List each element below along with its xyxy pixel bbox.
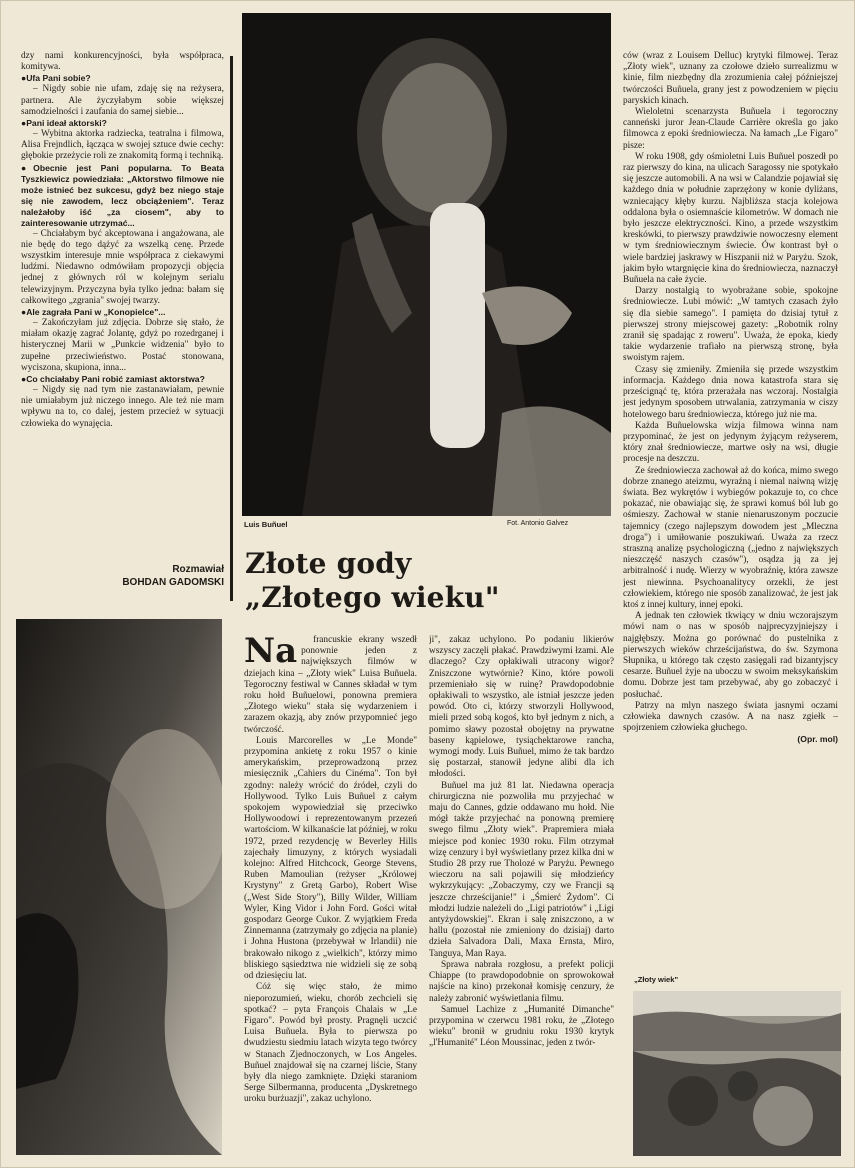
main-photo: [242, 13, 611, 516]
interview-question: ● Co chciałaby Pani robić zamiast aktorstwa?: [21, 374, 224, 385]
left-bottom-photo: [16, 619, 222, 1155]
paragraph: ji", zakaz uchylono. Po podaniu likierów wszyscy zaczęli płakać. Prawdziwymi łzami. Ale dlaczego? Czy opłakiwali utracony wigor? Zniszczone wytwórnie? Kino, które powoli przemieniało się w ruinę? Prawdopodobnie opłakiwali to wszystko, ale istniał jeszcze jeden powód. Oto ci, którzy stworzyli Hollywood, mieli przed sobą kogoś, kto był jednym z nich, a pomimo sławy pozostał obojętny na prywatne baseny kąpielowe, tysiąchektarowe rancha, wymogi mody. Luis Buñuel, mimo że tak bardzo się postarzał, stanowił jedyne alibi dla ich młodości.: [429, 635, 614, 780]
paragraph: W roku 1908, gdy ośmioletni Luis Buñuel poszedł po raz pierwszy do kina, na ulicach Saragossy nie spotykało się jeszcze automobili. A na wsi w Calandzie pojawiał się każdego dnia w południe zaprzężony w konie dyliżans, wzniecający kłęby kurzu. Najbliższa stacja kolejowa oddalona była o osiemnaście kilometrów. W domach nie było jeszcze elektryczności. Kino, a przede wszystkim kreskówki, to pierwszy prawdziwie nowoczesny element w tym średniowiecznym świecie. Ów kontrast był o wiele bardziej jaskrawy w Hiszpanii niż w Paryżu. Szok, jakim było wtargnięcie kina do średniowiecza, naznaczył Buñuela na całe życie.: [623, 151, 838, 286]
portrait-image: [16, 619, 222, 1155]
interview-question: ● Pani ideał aktorski?: [21, 118, 224, 129]
signature-author: BOHDAN GADOMSKI: [122, 577, 224, 588]
drop-cap: Na: [244, 635, 298, 671]
paragraph: Buñuel ma już 81 lat. Niedawna operacja chirurgiczna nie pozwoliła mu przyjechać w maju do Cannes, gdzie oddawano mu hołd. Nie mógł także przyjechać na ponowną premierę swego filmu „Złoty wiek". Prapremiera miała miejsce pod koniec 1930 roku. Film otrzymał wizę cenzury i był wyświetlany przez kilka dni w Studio 28 przy rue Tholozé w Paryżu. Pewnego wieczoru na sali pojawili się młodzieńcy wykrzykujący: „Zobaczymy, czy we Francji są jeszcze chrześcijanie!" i „Śmierć Żydom". Ci młodzi ludzie należeli do „Ligi patriotów" i „Ligi antyżydowskiej". Ekran i salę zniszczono, a w hallu (pozostał nie zmieniony do dzisiaj) darto dzieła Salvadora Dali, Maxa Ernsta, Miro, Tanguya, Man Raya.: [429, 780, 614, 959]
right-bottom-photo: [633, 991, 841, 1156]
paragraph: – Wybitna aktorka radziecka, teatralna i filmowa, Alisa Frejndlich, łącząca w swojej sztuce dwie cechy: głębokie przeżycie roli ze znakomitą formą i techniką.: [21, 129, 224, 162]
article-signoff: (Opr. mol): [797, 734, 838, 745]
paragraph: A jednak ten człowiek tkwiący w dniu wczorajszym mówi nam o nas w sposób najprecyzyjniejszy i najgłębszy. Można go porównać do pustelnika z pierwszych wieków chrześcijaństwa, do św. Szymona Słupnika, u którego tak często zasięgali rad bizantyjscy cesarze. Buñuel żyje na uboczu w swoim meksykańskim domu. Dobrze jest tam przebywać, aby go zobaczyć i posłuchać.: [623, 611, 838, 700]
paragraph: francuskie ekrany wszedł ponownie jeden z największych filmów w dziejach kina – „Złoty wiek" Luisa Buñuela. Tegoroczny festiwal w Cannes składał w tym roku hołd Buñuelowi, ponowna premiera „Złotego wieku" stała się wydarzeniem i zarazem okazją, aby znów przypomnieć jego twórczość.: [244, 635, 417, 735]
paragraph: Sprawa nabrała rozgłosu, a prefekt policji Chiappe (to prawdopodobnie on sprowokował najście na kino) przekonał komisję cenzury, że należy zabronić wyświetlania filmu.: [429, 959, 614, 1004]
paragraph: Samuel Lachize z „Humanité Dimanche" przypomina w czerwcu 1981 roku, że „Złotego wieku" bronił w grudniu roku 1930 krytyk „l'Humanité" Léon Moussinac, jeden z twór-: [429, 1004, 614, 1049]
left-column-rule: [230, 56, 233, 601]
paragraph: Wieloletni scenarzysta Buñuela i tegoroczny canneński juror Jean-Claude Carrière określa go jako filmowca z epoki średniowiecza. Na łamach „Le Figaro" pisze:: [623, 107, 838, 151]
main-photo-caption: Luis Buñuel: [244, 520, 288, 529]
paragraph: Cóż się więc stało, że mimo nieporozumień, wieku, chorób zechcieli się spotkać? – pyta François Chalais w „Le Figaro". Powód był prosty. Pragnęli uczcić Luisa Buñuela. Była to pierwsza po dwudziestu siedmiu latach wizyta tego twórcy w Stanach Zjednoczonych, w Los Angeles. Buñuel znajdował się na czarnej liście, Stany były dla niego zamknięte. Dzięki staraniom Serge Silbermanna, producenta „Dyskretnego uroku burżuazji", zakaz uchylono.: [244, 982, 417, 1105]
paragraph: dzy nami konkurencyjności, była współpraca, komitywa.: [21, 51, 224, 73]
paragraph: Patrzy na mlyn naszego świata jasnymi oczami człowieka dawnych czasów. A na nasz zgiełk – spojrzeniem człowieka głuchego.: [623, 700, 838, 734]
interview-question: ● Ale zagrała Pani w „Konopielce"...: [21, 307, 224, 318]
film-still-image: [633, 991, 841, 1156]
paragraph: ców (wraz z Louisem Delluc) krytyki filmowej. Teraz „Złoty wiek", uznany za czołowe dzieło surrealizmu w kinie, film niezbędny dla zrozumienia całej późniejszej twórczości Buñuela, grany jest z powodzeniem w pięciu paryskich kinach.: [623, 51, 838, 106]
paragraph: Ze średniowiecza zachował aż do końca, mimo swego dobrze znanego ateizmu, wyraźną i niemal naiwną wizję świata. Bez wykrętów i wybiegów pokazuje to, co chce pokazać, nie obawiając się, że sprawi komuś ból lub go ośmieszy. Zachował w stanie nienaruszonym poczucie tajemnicy (czego najlepszym dowodem jest „Mleczna droga") i umiłowanie poszukiwań. Uważa za rzecz straszną analizę psychologiczną („jedno z największych nieszczęść naszych czasów"), osądza ją za jej arbitralność i nudę. Wierzy w wyobraźnię, która zawsze jest niewinna. Psychoanalitycy orzekli, że jest człowiekiem, którego nie sposób zanalizować, że jest jak ktoś z innej kultury, innej epoki.: [623, 465, 838, 610]
headline-line-2: „Złotego wieku": [245, 581, 500, 614]
paragraph: Louis Marcorelles w „Le Monde" przypomina ankietę z roku 1957 o kinie amerykańskim, przeprowadzoną przez miesięcznik „Cahiers du Cinéma". Ton był zgodny: należy wrócić do źródeł, czyli do Hollywood. Tylko Luis Buñuel z całym spokojem wypowiedział się przeciwko Hollywoodowi i reprezentowanym przezeń wartościom. W kilkanaście lat później, w roku 1972, przed rezydencję w Beverley Hills zajechały limuzyny, z których wysiadali kolejno: Alfred Hitchcock, George Stevens, Ruben Mamoulian (reżyser „Królowej Krystyny" z Gretą Garbo), Robert Wise („West Side Story"), Billy Wilder, William Wyler, King Vidor i John Ford. Gości witał gospodarz George Cukor. Z wyjątkiem Freda Zinnemanna (zatrzymały go zdjęcia na planie) i Johna Hustona (przebywał w Irlandii) nie brakowało nikogo z „wielkich", którzy mimo bliskiego sąsiedztwa nie widzieli się ze sobą od dziesięciu lat.: [244, 735, 417, 982]
paragraph: Każda Buñuelowska wizja filmowa winna nam przypominać, że jest on jedynym żyjącym reżyserem, który znał średniowiecze, martwe osły na wsi, długie procesje na deszczu.: [623, 420, 838, 465]
interview-question: ● Obecnie jest Pani popularna. To Beata Tyszkiewicz powiedziała: „Aktorstwo filmowe nie może istnieć bez sukcesu, gdyż bez niego staje się nie zawodem, lecz obciążeniem". Teraz należałoby iść „za ciosem", aby to zainteresowanie utrzymać...: [21, 163, 224, 229]
paragraph: – Nigdy się nad tym nie zastanawiałam, pewnie nie umiałabym już niczego innego. Ale też nie mam wpływu na to, co dalej, jestem przecież w sytuacji człowieka do wynajęcia.: [21, 385, 224, 429]
headline-line-1: Złote gody: [245, 547, 412, 580]
bunuel-photo-image: [242, 13, 611, 516]
interview-question: ● Ufa Pani sobie?: [21, 73, 224, 84]
signature-label: Rozmawiał: [172, 564, 224, 575]
paragraph: Czasy się zmieniły. Zmieniła się przede wszystkim informacja. Każdego dnia nowa katastrofa stara się prześcignąć tę, która przerażała nas wczoraj. Nostalgia jest jedynym sposobem utrwalania, zatrzymania w ciszy hotelowego baru średniowiecza, którego już nie ma.: [623, 364, 838, 420]
right-column: [623, 51, 838, 971]
article-column-1: [244, 635, 417, 1157]
main-photo-credit: Fot. Antonio Galvez: [507, 520, 569, 527]
interview-column: [21, 51, 224, 571]
paragraph: – Nigdy sobie nie ufam, zdaję się na reżysera, partnera. Ale życzyłabym sobie większej samodzielności i zaufania do samej siebie...: [21, 84, 224, 117]
article-column-2: [429, 635, 614, 1157]
paragraph: – Zakończyłam już zdjęcia. Dobrze się stało, że miałam okazję zagrać Jolantę, gdyż po rozedrganej i histerycznej Marii w „Punkcie widzenia" było to zupełne przeciwieństwo. Postać stonowana, wyciszona, skupiona, inna...: [21, 318, 224, 373]
article-headline: [245, 547, 545, 615]
paragraph: – Chciałabym być akceptowana i angażowana, ale nie będę do tego dążyć za wszelką cenę. Przede wszystkim interesuje mnie współpraca z ciekawymi ludźmi. Niedawno odmówiłam propozycji objęcia jednej z głównych ról w kolejnym serialu telewizyjnym. Przyczyna była tylko jedna: bałam się całkowitego „zgrania" swojej twarzy.: [21, 228, 224, 306]
interview-signature: [21, 563, 224, 589]
paragraph: Darzy nostalgią to wyobrażane sobie, spokojne średniowiecze. Lubi mówić: „W tamtych czasach żyło się dla siebie samego". I pamięta do dzisiaj tytuł z pierwszej strony miejscowej gazety: „Robotnik rolny zranił się spadając z roweru". Uważa, że epoka, kiedy takie wydarzenie trafiało na pierwszą stronę, była swoistym rajem.: [623, 286, 838, 364]
right-photo-caption: „Złoty wiek": [634, 975, 679, 984]
